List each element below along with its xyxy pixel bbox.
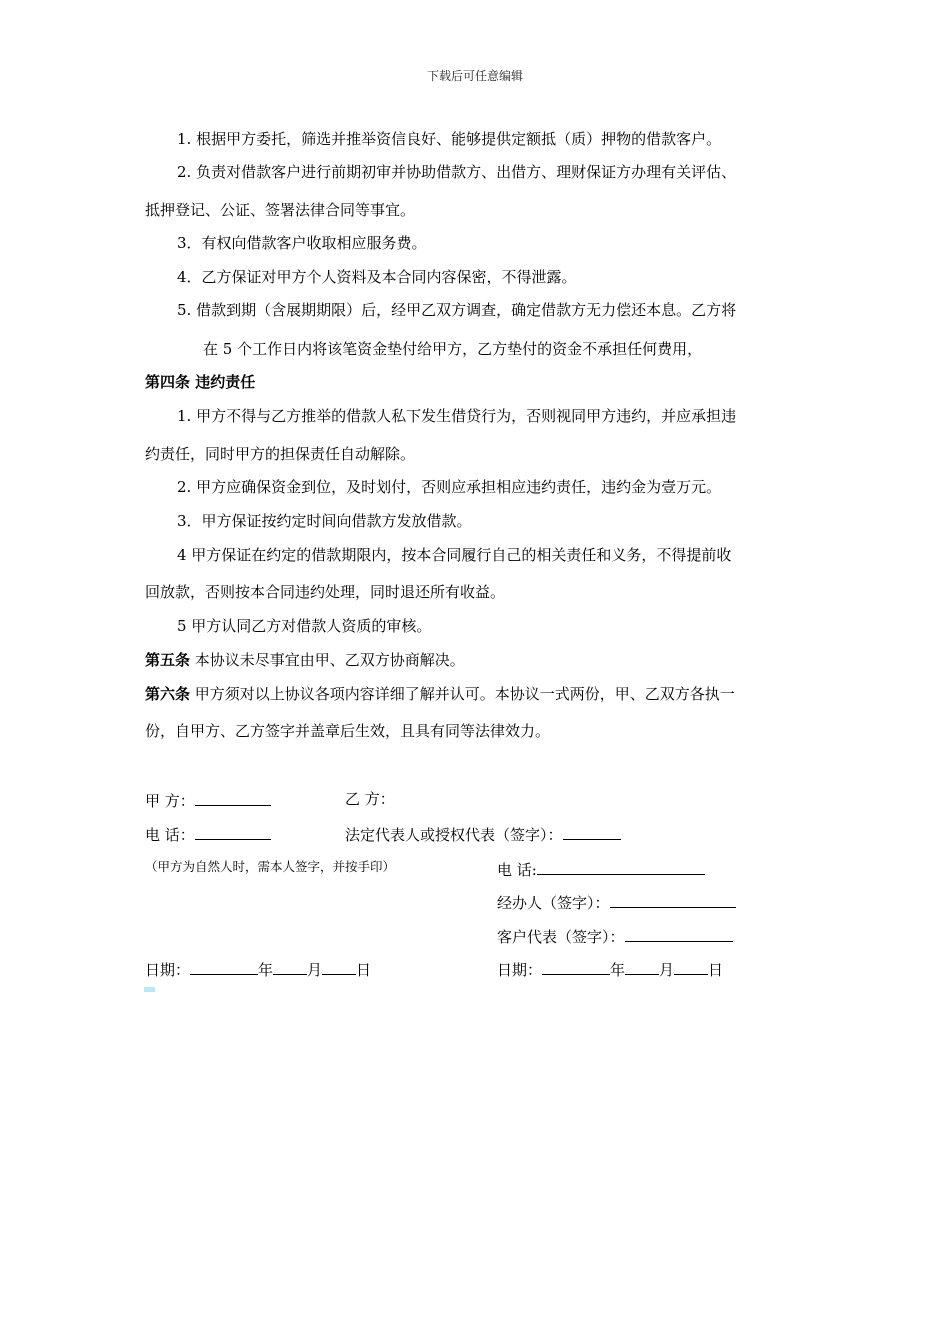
date-b-year-label: 年 (610, 961, 626, 979)
page-header: 下载后可任意编辑 (426, 69, 523, 83)
clause-4-item-2: 2. 甲方应确保资金到位，及时划付，否则应承担相应违约责任，违约金为壹万元。 (177, 478, 722, 496)
date-a-year-field[interactable] (190, 958, 258, 975)
legal-rep-label: 法定代表人或授权代表（签字）： (345, 826, 563, 844)
clause-4-item-5: 5 甲方认同乙方对借款人资质的审核。 (177, 617, 432, 635)
date-a-year-label: 年 (258, 961, 274, 979)
clause-3-item-5-cont: 在 5 个工作日内将该笔资金垫付给甲方，乙方垫付的资金不承担任何费用， (203, 340, 703, 358)
client-rep-label: 客户代表（签字）： (497, 928, 625, 946)
client-rep-field[interactable] (625, 925, 733, 942)
phone-b-label: 电 话: (497, 861, 537, 879)
date-b-month-field[interactable] (625, 958, 659, 975)
phone-b-field[interactable] (537, 858, 705, 875)
date-b-label: 日期： (497, 961, 543, 979)
party-a-note: （甲方为自然人时，需本人签字，并按手印） (145, 859, 396, 874)
clause-3-item-2: 2. 负责对借款客户进行前期初审并协助借款方、出借方、理财保证方办理有关评估、 (177, 163, 737, 181)
date-b-day-label: 日 (708, 961, 724, 979)
handler-label: 经办人（签字）： (497, 894, 610, 912)
clause-3-item-4: 4．乙方保证对甲方个人资料及本合同内容保密，不得泄露。 (177, 268, 577, 286)
date-b-month-label: 月 (659, 961, 675, 979)
article-6 (145, 684, 735, 704)
article-6-text: 甲方须对以上协议各项内容详细了解并认可。本协议一式两份，甲、乙双方各执一 (190, 685, 735, 703)
article-5-text: 本协议未尽事宜由甲、乙双方协商解决。 (190, 651, 465, 669)
party-a-field[interactable] (195, 789, 271, 806)
date-a-day-label: 日 (356, 961, 372, 979)
handler-line (497, 891, 736, 913)
phone-a-field[interactable] (195, 823, 271, 840)
date-a-line (145, 958, 371, 980)
article-4-title: 第四条 违约责任 (145, 373, 256, 391)
party-b-label: 乙 方： (345, 790, 395, 808)
phone-b-line (497, 858, 705, 880)
clause-3-item-1: 1. 根据甲方委托，筛选并推举资信良好、能够提供定额抵（质）押物的借款客户。 (177, 130, 722, 148)
article-6-label: 第六条 (145, 685, 191, 703)
article-5 (145, 650, 465, 670)
article-6-cont: 份，自甲方、乙方签字并盖章后生效，且具有同等法律效力。 (145, 722, 551, 740)
party-a-label: 甲 方： (145, 792, 195, 810)
clause-3-item-5: 5. 借款到期（含展期期限）后，经甲乙双方调查，确定借款方无力偿还本息。乙方将 (177, 301, 737, 319)
legal-rep-field[interactable] (563, 823, 621, 840)
cursor-mark (144, 987, 155, 992)
clause-4-item-1-cont: 约责任，同时甲方的担保责任自动解除。 (145, 445, 416, 463)
date-b-year-field[interactable] (542, 958, 610, 975)
date-b-day-field[interactable] (674, 958, 708, 975)
clause-4-item-3: 3．甲方保证按约定时间向借款方发放借款。 (177, 512, 472, 530)
date-a-month-label: 月 (307, 961, 323, 979)
clause-4-item-4: 4 甲方保证在约定的借款期限内，按本合同履行自己的相关责任和义务，不得提前收 (177, 546, 732, 564)
date-a-label: 日期： (145, 961, 191, 979)
date-b-line (497, 958, 723, 980)
handler-field[interactable] (610, 891, 736, 908)
date-a-day-field[interactable] (322, 958, 356, 975)
clause-4-item-4-cont: 回放款，否则按本合同违约处理，同时退还所有收益。 (145, 583, 506, 601)
client-rep-line (497, 925, 733, 947)
article-5-label: 第五条 (145, 651, 191, 669)
date-a-month-field[interactable] (273, 958, 307, 975)
clause-3-item-3: 3．有权向借款客户收取相应服务费。 (177, 234, 427, 252)
phone-a-line (145, 823, 271, 845)
party-b-line (345, 789, 395, 809)
legal-rep-line (345, 823, 621, 845)
party-a-line (145, 789, 271, 811)
clause-3-item-2-cont: 抵押登记、公证、签署法律合同等事宜。 (145, 201, 416, 219)
phone-a-label: 电 话： (145, 826, 195, 844)
clause-4-item-1: 1. 甲方不得与乙方推举的借款人私下发生借贷行为，否则视同甲方违约，并应承担违 (177, 407, 737, 425)
